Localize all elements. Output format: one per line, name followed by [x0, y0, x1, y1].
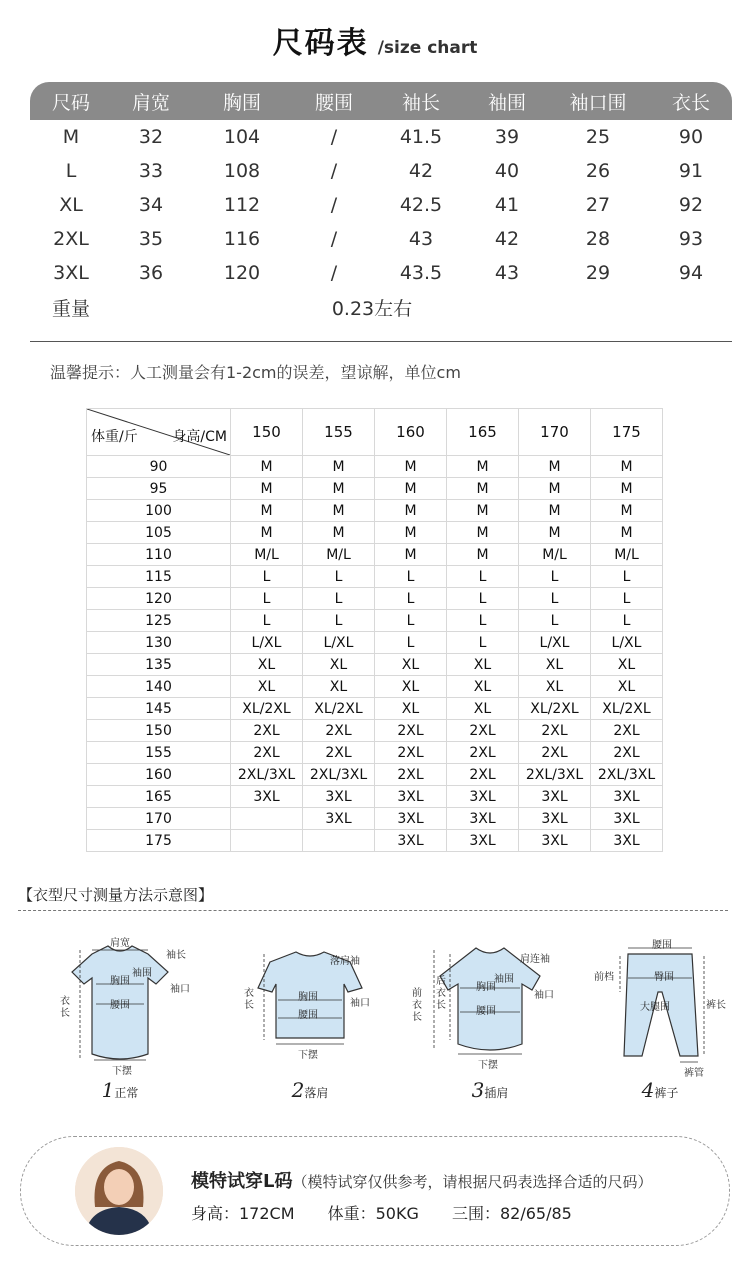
model-title: 模特试穿L码	[191, 1171, 293, 1192]
grid-size-cell: L/XL	[231, 632, 303, 654]
size-chart-cell: L	[65, 160, 77, 182]
size-chart	[30, 82, 732, 324]
corner-weight-label: 体重/斤	[91, 429, 138, 445]
label-waist: 腰围	[110, 1000, 130, 1011]
grid-size-cell: 3XL	[447, 830, 519, 852]
title-main: 尺码表	[272, 26, 369, 61]
grid-size-cell: 2XL	[375, 764, 447, 786]
size-chart-cell: 41	[494, 194, 520, 216]
grid-row	[87, 676, 663, 698]
grid-size-cell: 3XL	[447, 786, 519, 808]
grid-row	[87, 808, 663, 830]
label-chest: 胸围	[476, 982, 496, 993]
grid-row	[87, 478, 663, 500]
grid-height-header: 170	[519, 409, 591, 456]
grid-size-cell: L/XL	[591, 632, 663, 654]
grid-size-cell: 2XL/3XL	[231, 764, 303, 786]
grid-size-cell: XL	[591, 676, 663, 698]
grid-size-cell: M	[375, 544, 447, 566]
grid-size-cell: M	[591, 456, 663, 478]
grid-size-cell: 2XL	[375, 720, 447, 742]
model-photo-icon	[75, 1147, 163, 1235]
label-chest: 胸围	[110, 976, 130, 987]
size-chart-cell: 43	[494, 262, 520, 284]
grid-size-cell: M	[303, 478, 375, 500]
label-sleeve: 肩连袖	[520, 954, 550, 965]
grid-size-cell: 3XL	[591, 808, 663, 830]
label-thigh: 大腿围	[640, 1002, 670, 1013]
grid-size-cell: M	[303, 456, 375, 478]
size-chart-cell: 104	[223, 126, 261, 148]
grid-size-cell: L	[303, 588, 375, 610]
grid-size-cell: L	[231, 566, 303, 588]
model-weight: 体重：50KG	[327, 1204, 419, 1223]
grid-size-cell	[303, 830, 375, 852]
grid-height-header: 175	[591, 409, 663, 456]
size-chart-cell: 40	[494, 160, 520, 182]
size-chart-header	[30, 82, 732, 120]
grid-size-cell: M	[519, 478, 591, 500]
label-shoulder: 肩宽	[110, 938, 130, 949]
model-measurements: 三围：82/65/85	[451, 1204, 572, 1223]
grid-size-cell: 2XL	[303, 742, 375, 764]
label-hem: 下摆	[298, 1050, 318, 1061]
grid-row	[87, 654, 663, 676]
size-chart-cell: 92	[678, 194, 704, 216]
label-hip: 臀围	[654, 972, 674, 983]
grid-size-cell: 2XL	[231, 720, 303, 742]
grid-weight-cell: 130	[87, 632, 231, 654]
grid-size-cell: M	[447, 456, 519, 478]
grid-size-cell: M	[447, 478, 519, 500]
section-title: 【衣型尺寸测量方法示意图】	[18, 886, 214, 904]
grid-size-cell: L	[447, 566, 519, 588]
size-chart-cell: 3XL	[53, 262, 89, 284]
grid-size-cell: L	[375, 566, 447, 588]
grid-weight-cell: 110	[87, 544, 231, 566]
size-chart-cell: 42.5	[399, 194, 443, 216]
size-chart-cell: 91	[678, 160, 704, 182]
grid-weight-cell: 140	[87, 676, 231, 698]
size-chart-cell: 28	[585, 228, 611, 250]
weight-value: 0.23左右	[331, 297, 413, 320]
grid-size-cell: XL	[375, 698, 447, 720]
size-chart-cell: 42	[494, 228, 520, 250]
size-chart-cell: 34	[138, 194, 164, 216]
grid-weight-cell: 160	[87, 764, 231, 786]
label-armhole: 袖围	[132, 968, 152, 979]
grid-weight-cell: 115	[87, 566, 231, 588]
grid-size-cell: XL	[303, 654, 375, 676]
size-chart-cell: /	[330, 126, 338, 148]
figure-raglan	[410, 932, 570, 1102]
size-chart-cell: M	[62, 126, 80, 148]
grid-row	[87, 632, 663, 654]
grid-row	[87, 544, 663, 566]
divider	[30, 341, 732, 342]
grid-row	[87, 566, 663, 588]
grid-size-cell	[231, 830, 303, 852]
grid-weight-cell: 145	[87, 698, 231, 720]
grid-size-cell: 2XL	[447, 764, 519, 786]
grid-size-cell: 3XL	[375, 786, 447, 808]
label-waist: 腰围	[298, 1010, 318, 1021]
size-chart-cell: 112	[223, 194, 261, 216]
label-leg: 裤管	[684, 1068, 704, 1079]
grid-size-cell: L/XL	[303, 632, 375, 654]
model-note: （模特试穿仅供参考，请根据尺码表选择合适的尺码）	[292, 1173, 653, 1191]
grid-size-cell: M/L	[303, 544, 375, 566]
size-chart-header-cell: 胸围	[222, 91, 261, 114]
size-chart-cell: /	[330, 228, 338, 250]
grid-size-cell: L	[447, 610, 519, 632]
size-chart-cell: 108	[223, 160, 261, 182]
size-chart-cell: 90	[678, 126, 704, 148]
grid-size-cell: M	[447, 544, 519, 566]
grid-size-cell: M	[519, 500, 591, 522]
label-sleeve: 袖长	[166, 950, 186, 961]
size-chart-header-cell: 袖围	[487, 91, 526, 114]
label-chest: 胸围	[298, 992, 318, 1003]
figure-drop-shoulder	[230, 932, 390, 1102]
grid-size-cell: 2XL	[375, 742, 447, 764]
grid-size-cell: L	[447, 632, 519, 654]
model-height: 身高：172CM	[191, 1204, 295, 1223]
grid-size-cell: 3XL	[303, 808, 375, 830]
grid-size-cell: XL	[375, 676, 447, 698]
label-waist: 腰围	[476, 1006, 496, 1017]
grid-size-cell: XL/2XL	[591, 698, 663, 720]
grid-row	[87, 830, 663, 852]
model-avatar	[75, 1147, 163, 1235]
size-chart-cell: 29	[585, 262, 611, 284]
weight-row	[30, 290, 732, 324]
corner-height-label: 身高/CM	[172, 429, 227, 445]
size-chart-header-cell: 肩宽	[131, 91, 170, 114]
grid-size-cell: XL	[519, 654, 591, 676]
grid-row	[87, 720, 663, 742]
label-length: 衣长	[60, 996, 70, 1019]
grid-size-cell: L	[231, 610, 303, 632]
grid-height-header: 160	[375, 409, 447, 456]
grid-size-cell: M	[303, 500, 375, 522]
grid-size-cell: M	[231, 456, 303, 478]
grid-size-cell: XL	[447, 676, 519, 698]
grid-size-cell: 2XL	[447, 742, 519, 764]
grid-size-cell: 2XL/3XL	[519, 764, 591, 786]
size-chart-header-cell: 袖口围	[569, 91, 627, 114]
grid-size-cell: XL/2XL	[519, 698, 591, 720]
label-hem: 下摆	[112, 1066, 132, 1077]
label-cuff: 袖口	[170, 984, 190, 995]
grid-size-cell: XL/2XL	[303, 698, 375, 720]
grid-size-cell: 3XL	[447, 808, 519, 830]
grid-size-cell: XL	[591, 654, 663, 676]
size-chart-row	[30, 154, 732, 188]
fit-grid-header	[87, 409, 663, 456]
grid-size-cell: L	[375, 610, 447, 632]
size-chart-row	[30, 188, 732, 222]
grid-size-cell: M/L	[591, 544, 663, 566]
grid-size-cell: L	[375, 632, 447, 654]
grid-size-cell: 2XL	[591, 742, 663, 764]
grid-size-cell: XL	[447, 654, 519, 676]
model-stats	[191, 1201, 600, 1224]
grid-row	[87, 610, 663, 632]
size-chart-body	[30, 120, 732, 290]
grid-size-cell: L	[519, 610, 591, 632]
grid-size-cell: L/XL	[519, 632, 591, 654]
grid-row	[87, 456, 663, 478]
grid-size-cell: 2XL	[447, 720, 519, 742]
model-fit-line	[191, 1167, 653, 1193]
grid-size-cell: XL	[231, 676, 303, 698]
size-chart-cell: 116	[223, 228, 261, 250]
size-chart-header-cell: 袖长	[401, 91, 440, 114]
grid-size-cell: 2XL/3XL	[591, 764, 663, 786]
grid-row	[87, 786, 663, 808]
size-chart-cell: 27	[585, 194, 611, 216]
grid-size-cell: 3XL	[591, 786, 663, 808]
grid-weight-cell: 165	[87, 786, 231, 808]
label-hem: 下摆	[478, 1060, 498, 1071]
model-info	[20, 1136, 730, 1246]
grid-size-cell: M/L	[519, 544, 591, 566]
grid-size-cell: M	[231, 522, 303, 544]
grid-size-cell: M	[303, 522, 375, 544]
grid-size-cell: M	[591, 478, 663, 500]
size-chart-cell: /	[330, 194, 338, 216]
grid-size-cell: XL	[231, 654, 303, 676]
figure-caption: 1正常	[101, 1078, 139, 1102]
grid-size-cell: L	[231, 588, 303, 610]
grid-size-cell: 3XL	[519, 808, 591, 830]
size-chart-cell: 36	[138, 262, 164, 284]
grid-size-cell: M	[519, 522, 591, 544]
figure-caption: 3插肩	[471, 1078, 509, 1102]
figure-caption: 4裤子	[641, 1078, 679, 1102]
grid-weight-cell: 90	[87, 456, 231, 478]
label-front-length: 前衣长	[412, 988, 422, 1023]
measurement-figures	[40, 932, 726, 1102]
label-sleeve: 落肩袖	[330, 956, 360, 967]
grid-size-cell: M	[375, 478, 447, 500]
grid-size-cell: L	[591, 610, 663, 632]
grid-weight-cell: 120	[87, 588, 231, 610]
size-chart-cell: 43	[408, 228, 434, 250]
grid-size-cell: 3XL	[519, 786, 591, 808]
grid-weight-cell: 135	[87, 654, 231, 676]
grid-size-cell: 3XL	[303, 786, 375, 808]
size-chart-cell: /	[330, 262, 338, 284]
grid-size-cell: L	[303, 610, 375, 632]
size-chart-cell: 94	[678, 262, 704, 284]
size-chart-cell: 26	[585, 160, 611, 182]
grid-row	[87, 588, 663, 610]
grid-height-header: 165	[447, 409, 519, 456]
grid-weight-cell: 105	[87, 522, 231, 544]
grid-size-cell: M	[447, 500, 519, 522]
grid-height-header: 150	[231, 409, 303, 456]
grid-weight-cell: 125	[87, 610, 231, 632]
grid-size-cell: M	[231, 500, 303, 522]
size-chart-cell: 120	[223, 262, 261, 284]
label-inseam: 裤长	[706, 1000, 726, 1011]
weight-label: 重量	[51, 297, 90, 320]
grid-size-cell: M	[375, 500, 447, 522]
label-rise: 前档	[594, 972, 614, 983]
grid-weight-cell: 95	[87, 478, 231, 500]
grid-size-cell: L	[375, 588, 447, 610]
grid-weight-cell: 170	[87, 808, 231, 830]
figure-pants	[580, 932, 740, 1102]
grid-size-cell: 2XL/3XL	[303, 764, 375, 786]
grid-row	[87, 742, 663, 764]
size-chart-header-cell: 尺码	[51, 91, 90, 114]
grid-weight-cell: 155	[87, 742, 231, 764]
size-chart-cell: 39	[494, 126, 520, 148]
grid-size-cell: XL	[447, 698, 519, 720]
grid-size-cell: M/L	[231, 544, 303, 566]
grid-size-cell: L	[303, 566, 375, 588]
grid-row	[87, 698, 663, 720]
label-length: 衣长	[244, 988, 254, 1011]
fit-grid	[86, 408, 663, 852]
size-chart-cell: 33	[138, 160, 164, 182]
grid-corner	[87, 409, 231, 456]
grid-size-cell: 2XL	[519, 720, 591, 742]
grid-size-cell: 3XL	[375, 830, 447, 852]
grid-size-cell: L	[591, 566, 663, 588]
grid-size-cell: L	[591, 588, 663, 610]
grid-row	[87, 500, 663, 522]
size-chart-cell: 43.5	[399, 262, 443, 284]
size-chart-row	[30, 222, 732, 256]
grid-size-cell: L	[519, 566, 591, 588]
grid-size-cell: XL/2XL	[231, 698, 303, 720]
grid-row	[87, 764, 663, 786]
label-cuff: 袖口	[534, 990, 554, 1001]
page-title	[0, 18, 750, 62]
grid-size-cell: 3XL	[375, 808, 447, 830]
size-chart-cell: /	[330, 160, 338, 182]
size-chart-cell: 32	[138, 126, 164, 148]
label-cuff: 袖口	[350, 998, 370, 1009]
grid-size-cell	[231, 808, 303, 830]
grid-size-cell: XL	[519, 676, 591, 698]
measurement-tip: 温馨提示：人工测量会有1-2cm的误差，望谅解，单位cm	[50, 363, 461, 382]
grid-weight-cell: 150	[87, 720, 231, 742]
grid-size-cell: 2XL	[519, 742, 591, 764]
grid-size-cell: 3XL	[519, 830, 591, 852]
grid-size-cell: M	[519, 456, 591, 478]
section-divider	[18, 910, 728, 911]
grid-size-cell: M	[591, 500, 663, 522]
grid-size-cell: 2XL	[303, 720, 375, 742]
size-chart-cell: 35	[138, 228, 164, 250]
label-waist: 腰围	[652, 940, 672, 951]
grid-size-cell: L	[447, 588, 519, 610]
grid-size-cell: M	[447, 522, 519, 544]
grid-size-cell: XL	[303, 676, 375, 698]
grid-weight-cell: 100	[87, 500, 231, 522]
grid-size-cell: 3XL	[231, 786, 303, 808]
figure-caption: 2落肩	[291, 1078, 329, 1102]
grid-size-cell: L	[519, 588, 591, 610]
grid-size-cell: M	[375, 456, 447, 478]
size-chart-cell: 42	[408, 160, 434, 182]
grid-weight-cell: 175	[87, 830, 231, 852]
size-chart-header-cell: 腰围	[314, 91, 353, 114]
grid-size-cell: 3XL	[591, 830, 663, 852]
grid-size-cell: 2XL	[591, 720, 663, 742]
size-chart-cell: 25	[585, 126, 611, 148]
size-chart-header-cell: 衣长	[671, 91, 710, 114]
label-armhole: 袖围	[494, 974, 514, 985]
grid-size-cell: M	[591, 522, 663, 544]
grid-height-header: 155	[303, 409, 375, 456]
grid-size-cell: M	[375, 522, 447, 544]
size-chart-row	[30, 120, 732, 154]
size-chart-cell: XL	[59, 194, 83, 216]
size-chart-cell: 41.5	[399, 126, 443, 148]
grid-size-cell: XL	[375, 654, 447, 676]
size-chart-row	[30, 256, 732, 290]
title-sub: /size chart	[377, 38, 478, 58]
grid-row	[87, 522, 663, 544]
grid-size-cell: M	[231, 478, 303, 500]
grid-size-cell: 2XL	[231, 742, 303, 764]
figure-normal	[40, 932, 200, 1102]
size-chart-cell: 2XL	[53, 228, 89, 250]
size-chart-cell: 93	[678, 228, 704, 250]
label-back-length: 后衣长	[436, 976, 446, 1011]
